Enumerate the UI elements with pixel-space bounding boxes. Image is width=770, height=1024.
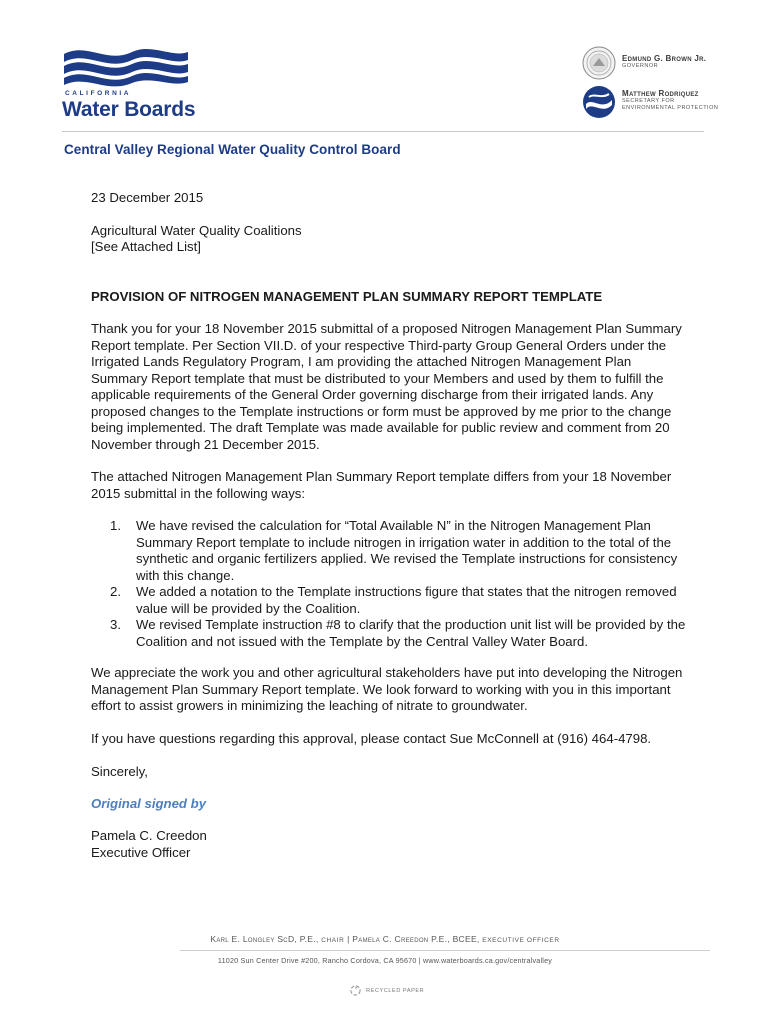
chair-name: Karl E. Longley ScD, P.E., bbox=[210, 934, 319, 944]
recipient-line-1: Agricultural Water Quality Coalitions bbox=[91, 223, 302, 238]
footer-separator: | bbox=[347, 934, 350, 944]
logo-state-text: CALIFORNIA bbox=[65, 90, 132, 97]
list-item bbox=[110, 518, 690, 584]
secretary-title-line2: ENVIRONMENTAL PROTECTION bbox=[622, 105, 719, 111]
paragraph-1: Thank you for your 18 November 2015 submittal of a proposed Nitrogen Management Plan Summary Report template. Per Section VII.D. of your respective Third-party Group General Orders under the Irrigated Lands Regulatory Program, I am providing the attached Nitrogen Management Plan Summary Report template that must be distributed to your Members and used by them to fulfill the applicable requirements of the General Order governing discharge from their irrigated lands. Any proposed changes to the Template instructions or form must be approved by me prior to the change being implemented. The draft Template was made available for public review and comment from 20 November through 21 December 2015. bbox=[91, 321, 682, 452]
state-seal-icon bbox=[582, 46, 616, 80]
changes-list bbox=[110, 518, 690, 650]
footer-address: 11020 Sun Center Drive #200, Rancho Cordova, CA 95670 | www.waterboards.ca.gov/centralvalley bbox=[217, 956, 553, 965]
signature: Original signed by bbox=[91, 796, 207, 811]
wave-icon bbox=[62, 44, 202, 94]
list-item-text: We revised Template instruction #8 to clarify that the production unit list will be provided by the Coalition and not issued with the Template by the Central Valley Water Board. bbox=[136, 617, 686, 649]
governor-name: Edmund G. Brown Jr. bbox=[622, 54, 707, 63]
calepa-logo-icon bbox=[582, 85, 616, 119]
governor-title: GOVERNOR bbox=[622, 63, 659, 69]
list-item-number: 3. bbox=[110, 617, 121, 632]
list-item-text: We added a notation to the Template instructions figure that states that the nitrogen removed value will be provided by the Coalition. bbox=[136, 584, 677, 616]
list-item-text: We have revised the calculation for “Total Available N” in the Nitrogen Management Plan Summary Report template to include nitrogen in irrigation water in addition to the total of the synthetic and organic fertilizers applied. We revised the Template instructions for consistency with this change. bbox=[136, 518, 678, 583]
header-divider bbox=[62, 131, 704, 132]
eo-name: Pamela C. Creedon P.E., BCEE, bbox=[352, 934, 480, 944]
list-item-number: 1. bbox=[110, 518, 121, 533]
list-item-number: 2. bbox=[110, 584, 121, 599]
list-item bbox=[110, 584, 690, 617]
paragraph-3: We appreciate the work you and other agricultural stakeholders have put into developing the Nitrogen Management Plan Summary Report template. We look forward to working with you in this important effort to assist growers in minimizing the leaching of nitrate to groundwater. bbox=[91, 665, 683, 713]
recycle-icon bbox=[350, 985, 361, 996]
letter-subject: PROVISION OF NITROGEN MANAGEMENT PLAN SUMMARY REPORT TEMPLATE bbox=[91, 289, 603, 304]
board-name: Central Valley Regional Water Quality Control Board bbox=[64, 142, 401, 157]
secretary-name: Matthew Rodriquez bbox=[622, 89, 699, 98]
logo-name-text: Water Boards bbox=[62, 98, 196, 121]
eo-role: EXECUTIVE OFFICER bbox=[482, 937, 560, 944]
recipient-line-2: [See Attached List] bbox=[91, 239, 201, 254]
list-item bbox=[110, 617, 690, 650]
letter-date: 23 December 2015 bbox=[91, 190, 204, 205]
paragraph-4: If you have questions regarding this approval, please contact Sue McConnell at (916) 464-4798. bbox=[91, 731, 652, 746]
recycled-paper-note bbox=[350, 985, 424, 996]
closing: Sincerely, bbox=[91, 764, 148, 779]
signer-name: Pamela C. Creedon bbox=[91, 828, 207, 843]
footer-officers bbox=[0, 934, 770, 944]
recycled-paper-text: RECYCLED PAPER bbox=[366, 987, 425, 994]
water-boards-logo bbox=[62, 44, 202, 122]
paragraph-2: The attached Nitrogen Management Plan Summary Report template differs from your 18 November 2015 submittal in the following ways: bbox=[91, 469, 672, 501]
signer-title: Executive Officer bbox=[91, 845, 191, 860]
footer-divider bbox=[180, 950, 710, 951]
secretary-title-line1: SECRETARY FOR bbox=[622, 98, 675, 104]
chair-role: CHAIR bbox=[321, 937, 345, 944]
